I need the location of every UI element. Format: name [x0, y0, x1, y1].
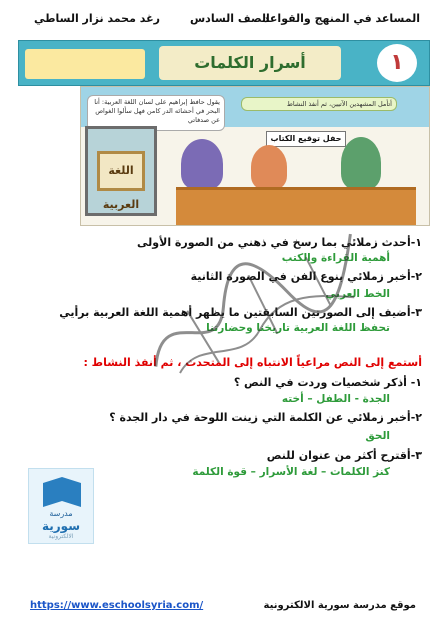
header-teacher: رغد محمد نزار الساطي: [34, 12, 160, 25]
illustration-caption: أتأمل المشهدين الآتيين، ثم أنفذ النشاط: [241, 97, 397, 111]
question-1-3: ٣-أضيف إلى الصورتين السابقتين ما يظهر أهمية اللغة العربية برأيي: [59, 306, 422, 319]
signing-desk: [176, 187, 416, 225]
speech-bubble: يقول حافظ إبراهيم على لسان اللغة العربية: أنا البحر في أحشائه الدر كامن فهل سألوا الغواص عن صدفاتي: [87, 95, 225, 131]
answer-1-3: تحفظ اللغة العربية تاريخنا وحضارتنا: [206, 322, 390, 334]
lesson-number: ١: [377, 44, 417, 82]
listening-instruction: أستمع إلى النص مراعياً الانتباه إلى المتحدث ، ثم أنفذ النشاط :: [83, 356, 422, 369]
header-subject: المساعد في المنهج والقواعد: [263, 12, 420, 25]
question-1-2: ٢-أخبر زملائي بنوع الفن في الصورة الثانية: [190, 270, 422, 283]
person-figure: [251, 145, 287, 189]
question-2-2: ٢-أخبر زملائي عن الكلمة التي زينت اللوحة في دار الجدة ؟: [109, 411, 422, 424]
book-signing-sign: حفل توقيع الكتاب: [266, 131, 346, 147]
logo-sub: الالكترونية: [48, 533, 74, 540]
person-figure: [341, 137, 381, 189]
person-figure: [181, 139, 223, 189]
header-grade: الصف السادس: [190, 12, 270, 25]
footer-site-name: موقع مدرسة سورية الالكترونية: [263, 600, 416, 611]
question-1-1: ١-أحدث زملائي بما رسخ في ذهني من الصورة الأولى: [137, 236, 422, 249]
question-2-3: ٣-أقترح أكثر من عنوان للنص: [266, 449, 422, 462]
lesson-title: أسرار الكلمات: [159, 46, 341, 80]
lesson-banner: [18, 40, 430, 86]
answer-1-2: الخط العربي: [325, 288, 390, 300]
calligraphy-text: اللغة العربية: [97, 151, 145, 191]
answer-1-1: أهمية القراءة والكتب: [281, 252, 390, 264]
logo-brand: سورية: [41, 519, 80, 533]
book-icon: [43, 477, 81, 507]
answer-2-3: كنز الكلمات – لغة الأسرار – قوة الكلمة: [192, 466, 390, 478]
answer-2-2: الحق: [365, 430, 390, 442]
calligraphy-frame: [85, 126, 157, 216]
question-2-1: ١- أذكر شخصيات وردت في النص ؟: [233, 376, 422, 389]
answer-2-1: الجدة - الطفل – أخته: [281, 393, 390, 405]
school-logo: [28, 468, 94, 544]
footer-link[interactable]: https://www.eschoolsyria.com/: [30, 600, 204, 611]
logo-school-label: مدرسة: [49, 509, 73, 518]
banner-decoration: [25, 49, 145, 79]
